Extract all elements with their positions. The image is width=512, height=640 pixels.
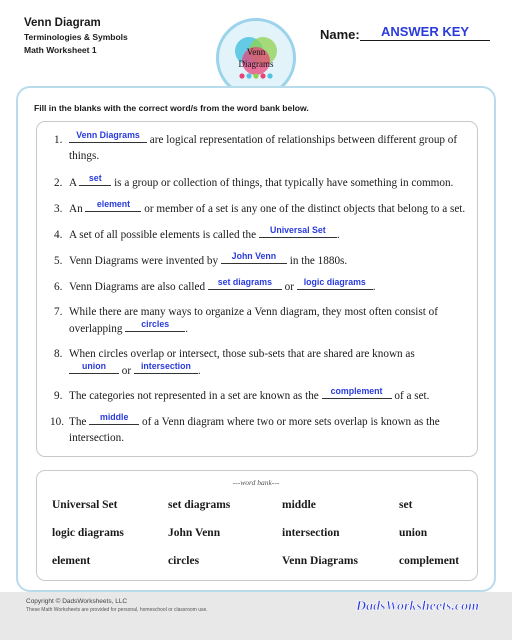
worksheet-subtitle: Terminologies & Symbols — [24, 32, 128, 42]
word-bank-item: complement — [399, 555, 460, 567]
answer-blank-7[interactable]: circles — [125, 320, 185, 332]
answer-blank-4[interactable]: Universal Set — [259, 226, 337, 238]
word-bank-item: logic diagrams — [52, 527, 124, 539]
question-9: 9. The categories not represented in a set are known as the complement of a set. — [54, 386, 430, 402]
word-bank-item: set diagrams — [168, 499, 231, 511]
logo-text-diagrams: Diagrams — [238, 59, 274, 69]
worksheet-header — [24, 17, 128, 55]
question-3: 3. An element or member of a set is any one of the distinct objects that belong to a set. — [54, 199, 466, 215]
word-bank-item: John Venn — [168, 527, 221, 539]
instructions: Fill in the blanks with the correct word/s from the word bank below. — [34, 103, 309, 113]
footer-copyright: Copyright © DadsWorksheets, LLC — [26, 598, 128, 605]
word-bank-item: intersection — [282, 527, 340, 539]
question-6: 6. Venn Diagrams are also called set diagrams or logic diagrams . — [54, 277, 376, 293]
answer-blank-6a[interactable]: set diagrams — [208, 278, 282, 290]
logo-text-venn: Venn — [246, 47, 266, 57]
word-bank-title: ---word bank--- — [232, 478, 280, 487]
question-1: 1. Venn Diagrams are logical representation of relationships between different group of things. — [54, 130, 458, 162]
question-7: 7. While there are many ways to organize a Venn diagram, they most often consist of overlapping circles . — [54, 306, 438, 335]
question-2: 2. A set is a group or collection of things, that typically have something in common. — [54, 173, 454, 189]
answer-blank-2[interactable]: set — [79, 174, 111, 186]
brand-logo[interactable] — [354, 594, 498, 616]
question-4: 4. A set of all possible elements is called the Universal Set . — [54, 225, 340, 241]
word-bank-item: middle — [282, 499, 316, 511]
word-bank-item: set — [399, 499, 413, 511]
answer-blank-9[interactable]: complement — [322, 387, 392, 399]
answer-blank-8a[interactable]: union — [69, 362, 119, 374]
name-label: Name: — [320, 27, 360, 42]
question-8: 8. When circles overlap or intersect, those sub-sets that are shared are known as union or intersection . — [54, 348, 415, 377]
worksheet-title: Venn Diagram — [24, 17, 101, 29]
footer-notice: These Math Worksheets are provided for personal, homeschool or classroom use. — [26, 607, 208, 613]
answer-blank-1[interactable]: Venn Diagrams — [69, 131, 147, 143]
answer-blank-6b[interactable]: logic diagrams — [297, 278, 373, 290]
word-bank-item: element — [52, 555, 91, 567]
answer-blank-8b[interactable]: intersection — [134, 362, 198, 374]
brand-logo-text: DadsWorksheets.com — [356, 599, 480, 614]
word-bank-item: circles — [168, 555, 200, 567]
answer-blank-10[interactable]: middle — [89, 413, 139, 425]
word-bank-item: union — [399, 527, 428, 539]
question-10: 10. The middle of a Venn diagram where two or more sets overlap is known as the intersection. — [50, 412, 440, 444]
question-5: 5. Venn Diagrams were invented by John Venn in the 1880s. — [54, 251, 348, 267]
name-field[interactable]: ANSWER KEY — [360, 24, 490, 41]
worksheet-number: Math Worksheet 1 — [24, 45, 97, 55]
answer-blank-5[interactable]: John Venn — [221, 252, 287, 264]
venn-logo-icon — [219, 21, 293, 95]
answer-blank-3[interactable]: element — [85, 200, 141, 212]
word-bank-item: Universal Set — [52, 499, 118, 511]
word-bank-item: Venn Diagrams — [282, 555, 358, 567]
